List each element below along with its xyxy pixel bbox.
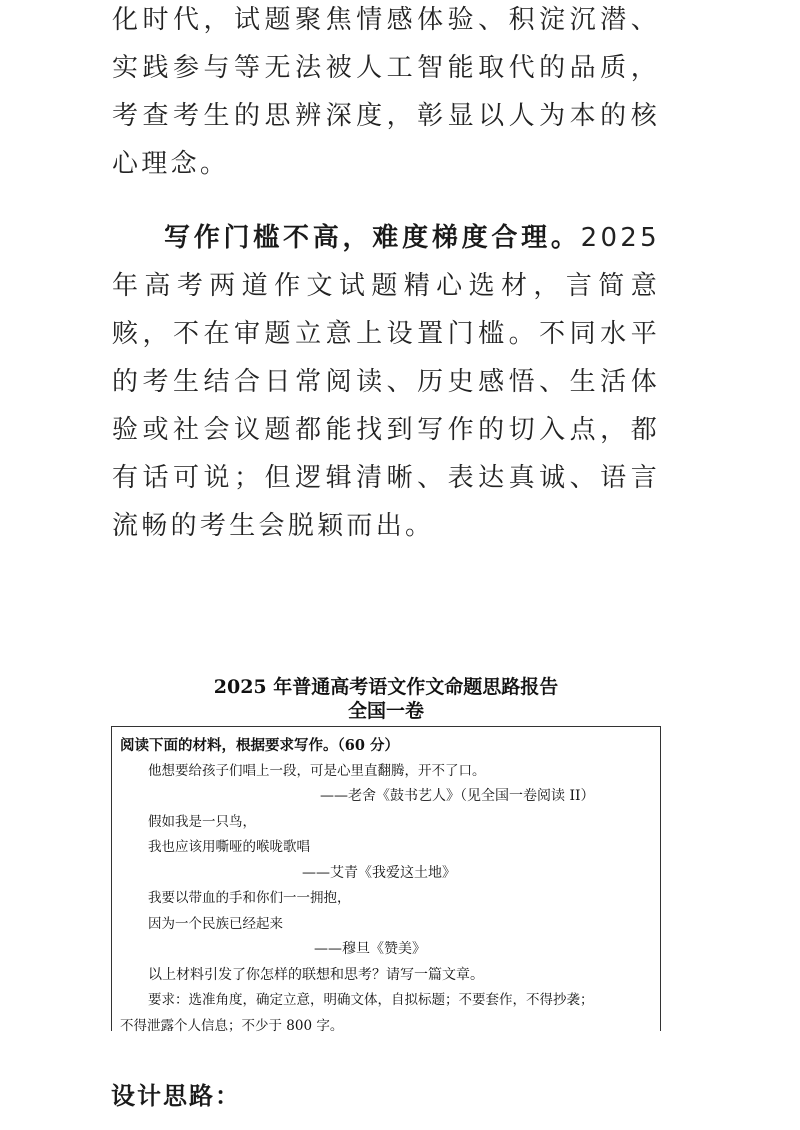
exam-question-figure <box>111 676 661 1034</box>
writing-prompt: 以上材料引发了你怎样的联想和思考？请写一篇文章。 <box>148 966 484 983</box>
quote-mudan-line2: 因为一个民族已经起来 <box>148 915 283 932</box>
paragraph-intro-continuation: 化时代，试题聚焦情感体验、积淀沉潜、实践参与等无法被人工智能取代的品质，考查考生的思辨深度，彰显以人为本的核心理念。 <box>112 5 660 179</box>
section-heading-design-ideas: 设计思路： <box>111 1082 241 1110</box>
requirements-line1: 要求：选准角度，确定立意，明确文体，自拟标题；不要套作，不得抄袭； <box>148 992 594 1008</box>
question-instruction: 阅读下面的材料，根据要求写作。（60 分） <box>120 737 399 754</box>
figure-title: 2025 年普通高考语文作文命题思路报告 <box>213 676 559 698</box>
paragraph-body: 2025年高考两道作文试题精心选材，言简意赅，不在审题立意上设置门槛。不同水平的考生结合日常阅读、历史感悟、生活体验或社会议题都能找到写作的切入点，都有话可说；但逻辑清晰、表达真诚、语言流畅的考生会脱颖而出。 <box>112 223 660 541</box>
quote-laoshe: 他想要给孩子们唱上一段，可是心里直翻腾，开不了口。 <box>148 762 486 779</box>
exam-question-box <box>111 726 661 1034</box>
attribution-laoshe: ——老舍《鼓书艺人》（见全国一卷阅读 II） <box>320 788 595 804</box>
attribution-aiqing: ——艾青《我爱这土地》 <box>302 864 456 881</box>
paragraph-lead-bold: 写作门槛不高，难度梯度合理。 <box>164 223 581 253</box>
attribution-mudan: ——穆旦《赞美》 <box>314 941 426 957</box>
requirements-line2: 不得泄露个人信息；不少于 800 字。 <box>120 1017 344 1034</box>
paragraph-writing-threshold <box>112 214 660 550</box>
quote-mudan-line1: 我要以带血的手和你们一一拥抱， <box>148 890 351 906</box>
quote-aiqing-line1: 假如我是一只鸟， <box>148 813 256 830</box>
figure-subtitle: 全国一卷 <box>347 700 424 722</box>
quote-aiqing-line2: 我也应该用嘶哑的喉咙歌唱 <box>148 839 310 855</box>
